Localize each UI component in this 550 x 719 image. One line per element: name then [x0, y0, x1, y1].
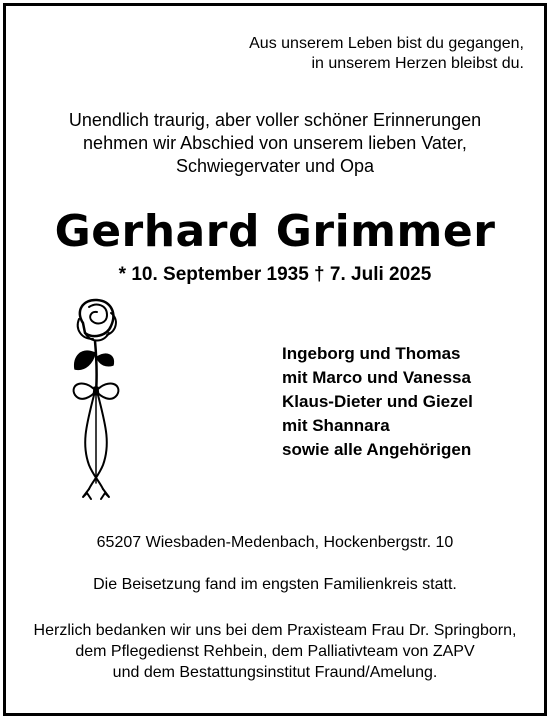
intro-text: [6, 109, 544, 178]
thanks-line: dem Pflegedienst Rehbein, dem Palliativteam von ZAPV: [75, 643, 475, 660]
motto-line: in unserem Herzen bleibst du.: [311, 55, 524, 72]
mourner-line: sowie alle Angehörigen: [282, 440, 472, 459]
obituary-notice: [3, 3, 547, 716]
thanks-line: Herzlich bedanken wir uns bei dem Praxisteam Frau Dr. Springborn,: [33, 622, 517, 639]
intro-line: Schwiegervater und Opa: [175, 156, 375, 176]
deceased-name: Gerhard Grimmer: [54, 206, 496, 257]
rose-icon: [61, 293, 131, 503]
burial-note: Die Beisetzung fand im engsten Familienkreis statt.: [93, 576, 457, 593]
mourner-line: mit Marco und Vanessa: [282, 368, 471, 387]
mourner-line: Ingeborg und Thomas: [282, 344, 461, 363]
life-dates: * 10. September 1935 † 7. Juli 2025: [118, 264, 432, 285]
intro-line: Unendlich traurig, aber voller schöner Erinnerungen: [68, 110, 482, 130]
intro-line: nehmen wir Abschied von unserem lieben Vater,: [83, 133, 467, 153]
motto-verse: [249, 34, 524, 74]
address: 65207 Wiesbaden-Medenbach, Hockenbergstr. 10: [96, 534, 454, 551]
mourner-line: Klaus-Dieter und Giezel: [282, 392, 473, 411]
motto-line: Aus unserem Leben bist du gegangen,: [249, 35, 524, 52]
thanks-line: und dem Bestattungsinstitut Fraund/Amelung.: [112, 664, 438, 681]
mourners-list: [282, 342, 473, 462]
thanks-text: [6, 620, 544, 683]
mourner-line: mit Shannara: [282, 416, 390, 435]
